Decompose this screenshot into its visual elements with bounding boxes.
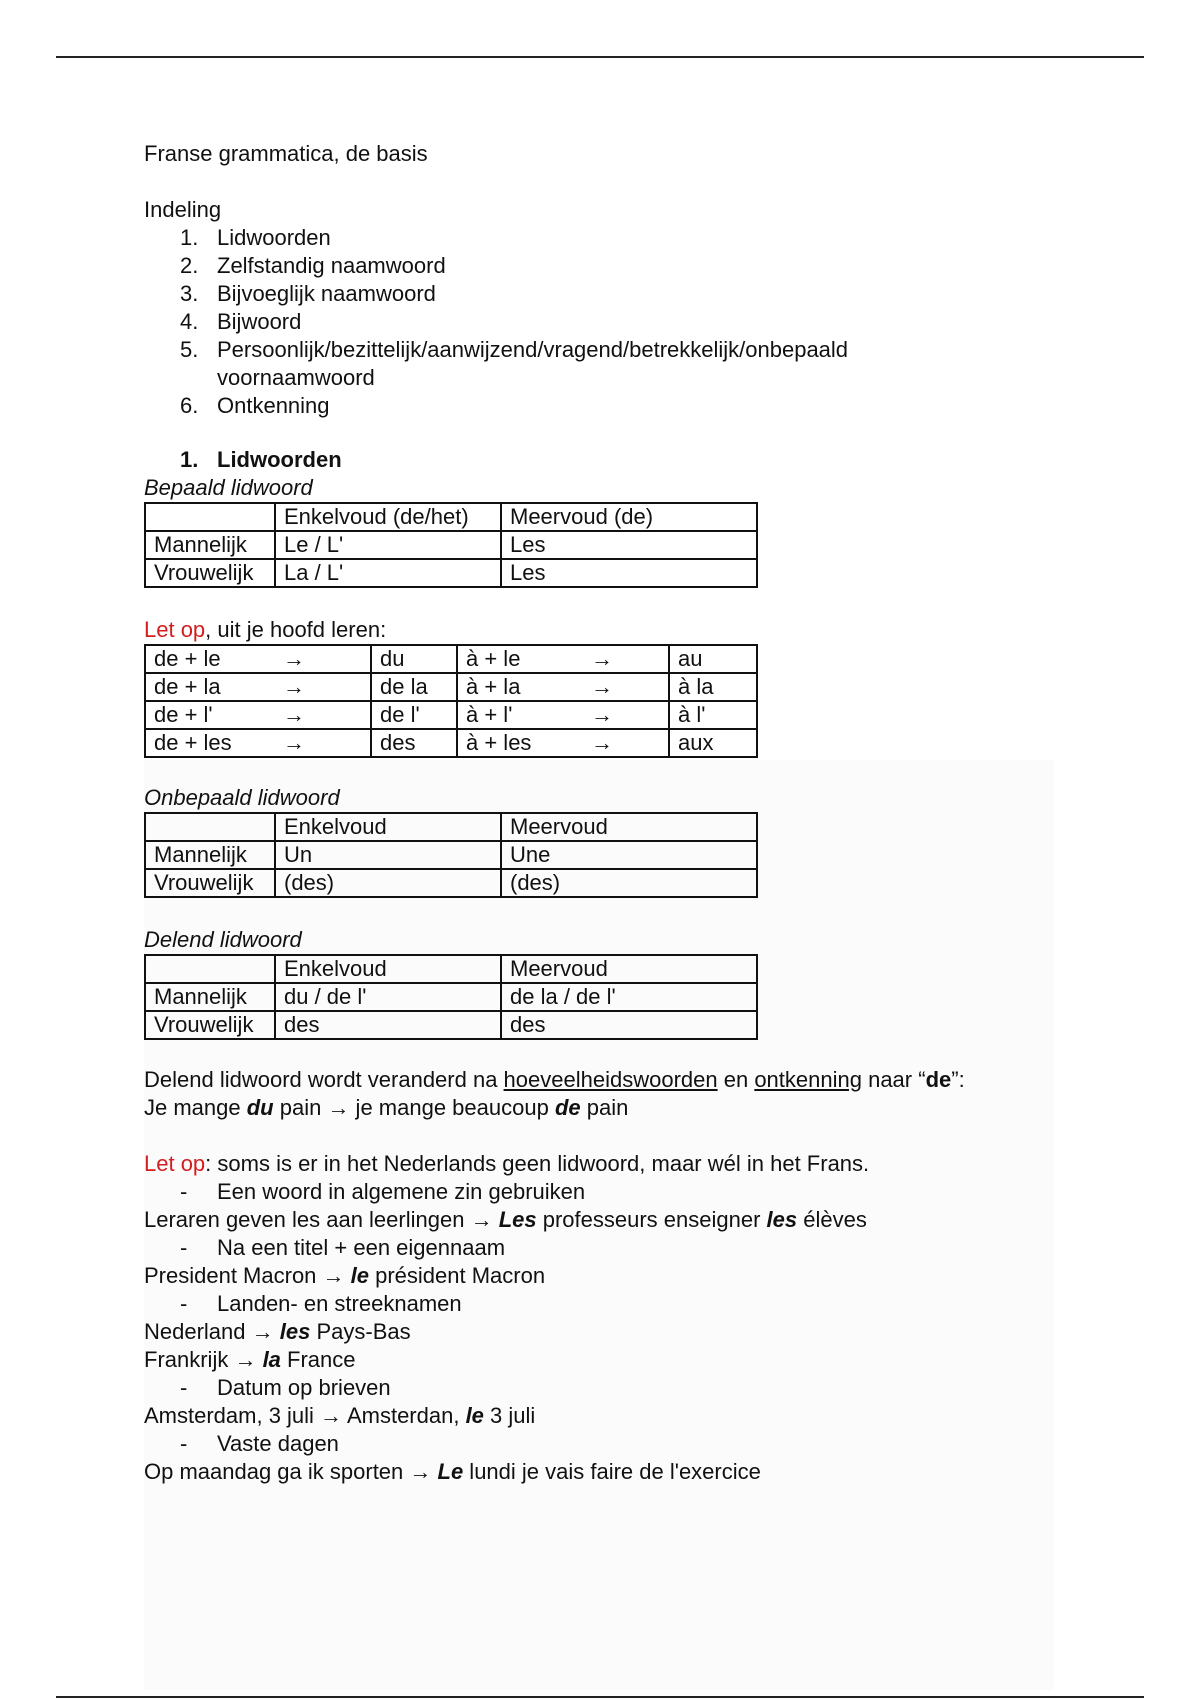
outline-heading: Indeling <box>144 197 222 222</box>
table-header-row: Enkelvoud (de/het) Meervoud (de) <box>145 503 757 531</box>
outline-item: 1. Lidwoorden <box>180 225 331 250</box>
delend-example: Je mange du pain → je mange beaucoup de pain <box>144 1095 629 1120</box>
outline-list <box>144 224 1074 420</box>
doc-title: Franse grammatica, de basis <box>144 141 428 166</box>
table-header-row: Enkelvoud Meervoud <box>145 813 757 841</box>
table-row: Mannelijk Le / L' Les <box>145 531 757 559</box>
bottom-rule <box>56 1696 1144 1698</box>
table-row: Vrouwelijk des des <box>145 1011 757 1039</box>
table-row: Mannelijk du / de l' de la / de l' <box>145 983 757 1011</box>
case-label: - Datum op brieven <box>180 1375 391 1400</box>
case-example: Frankrijk → la France <box>144 1347 356 1372</box>
table-row: de + les → des à + les → aux <box>145 729 757 757</box>
outline-item: 4. Bijwoord <box>180 309 302 334</box>
delend-caption: Delend lidwoord <box>144 927 302 952</box>
document-body <box>144 140 1074 1486</box>
table-row: Vrouwelijk La / L' Les <box>145 559 757 587</box>
bepaald-caption: Bepaald lidwoord <box>144 475 313 500</box>
letop2-line: Let op: soms is er in het Nederlands geen lidwoord, maar wél in het Frans. <box>144 1151 870 1176</box>
case-label: - Vaste dagen <box>180 1431 339 1456</box>
section-heading: 1. Lidwoorden <box>180 447 342 472</box>
outline-item: 5. Persoonlijk/bezittelijk/aanwijzend/vragend/betrekkelijk/onbepaald voornaamwoord <box>180 337 849 390</box>
case-example: Leraren geven les aan leerlingen → Les professeurs enseigner les élèves <box>144 1207 867 1232</box>
case-example: Op maandag ga ik sporten → Le lundi je vais faire de l'exercice <box>144 1459 761 1484</box>
contraction-table <box>144 644 758 758</box>
table-row: Vrouwelijk (des) (des) <box>145 869 757 897</box>
onbepaald-table <box>144 812 758 898</box>
letop1-line: Let op, uit je hoofd leren: <box>144 617 387 642</box>
outline-item: 6. Ontkenning <box>180 393 330 418</box>
table-row: de + l' → de l' à + l' → à l' <box>145 701 757 729</box>
case-label: - Een woord in algemene zin gebruiken <box>180 1179 586 1204</box>
case-label: - Landen- en streeknamen <box>180 1291 462 1316</box>
table-row: Mannelijk Un Une <box>145 841 757 869</box>
delend-note: Delend lidwoord wordt veranderd na hoeveelheidswoorden en ontkenning naar “de”: <box>144 1067 965 1092</box>
table-row: de + le → du à + le → au <box>145 645 757 673</box>
case-example: Amsterdam, 3 juli → Amsterdan, le 3 juli <box>144 1403 536 1428</box>
outline-item: 2. Zelfstandig naamwoord <box>180 253 446 278</box>
case-example: Nederland → les Pays-Bas <box>144 1319 411 1344</box>
delend-table <box>144 954 758 1040</box>
top-rule <box>56 56 1144 58</box>
onbepaald-caption: Onbepaald lidwoord <box>144 785 340 810</box>
table-row: de + la → de la à + la → à la <box>145 673 757 701</box>
outline-item: 3. Bijvoeglijk naamwoord <box>180 281 436 306</box>
case-example: President Macron → le président Macron <box>144 1263 546 1288</box>
table-header-row: Enkelvoud Meervoud <box>145 955 757 983</box>
bepaald-table <box>144 502 758 588</box>
case-label: - Na een titel + een eigennaam <box>180 1235 506 1260</box>
